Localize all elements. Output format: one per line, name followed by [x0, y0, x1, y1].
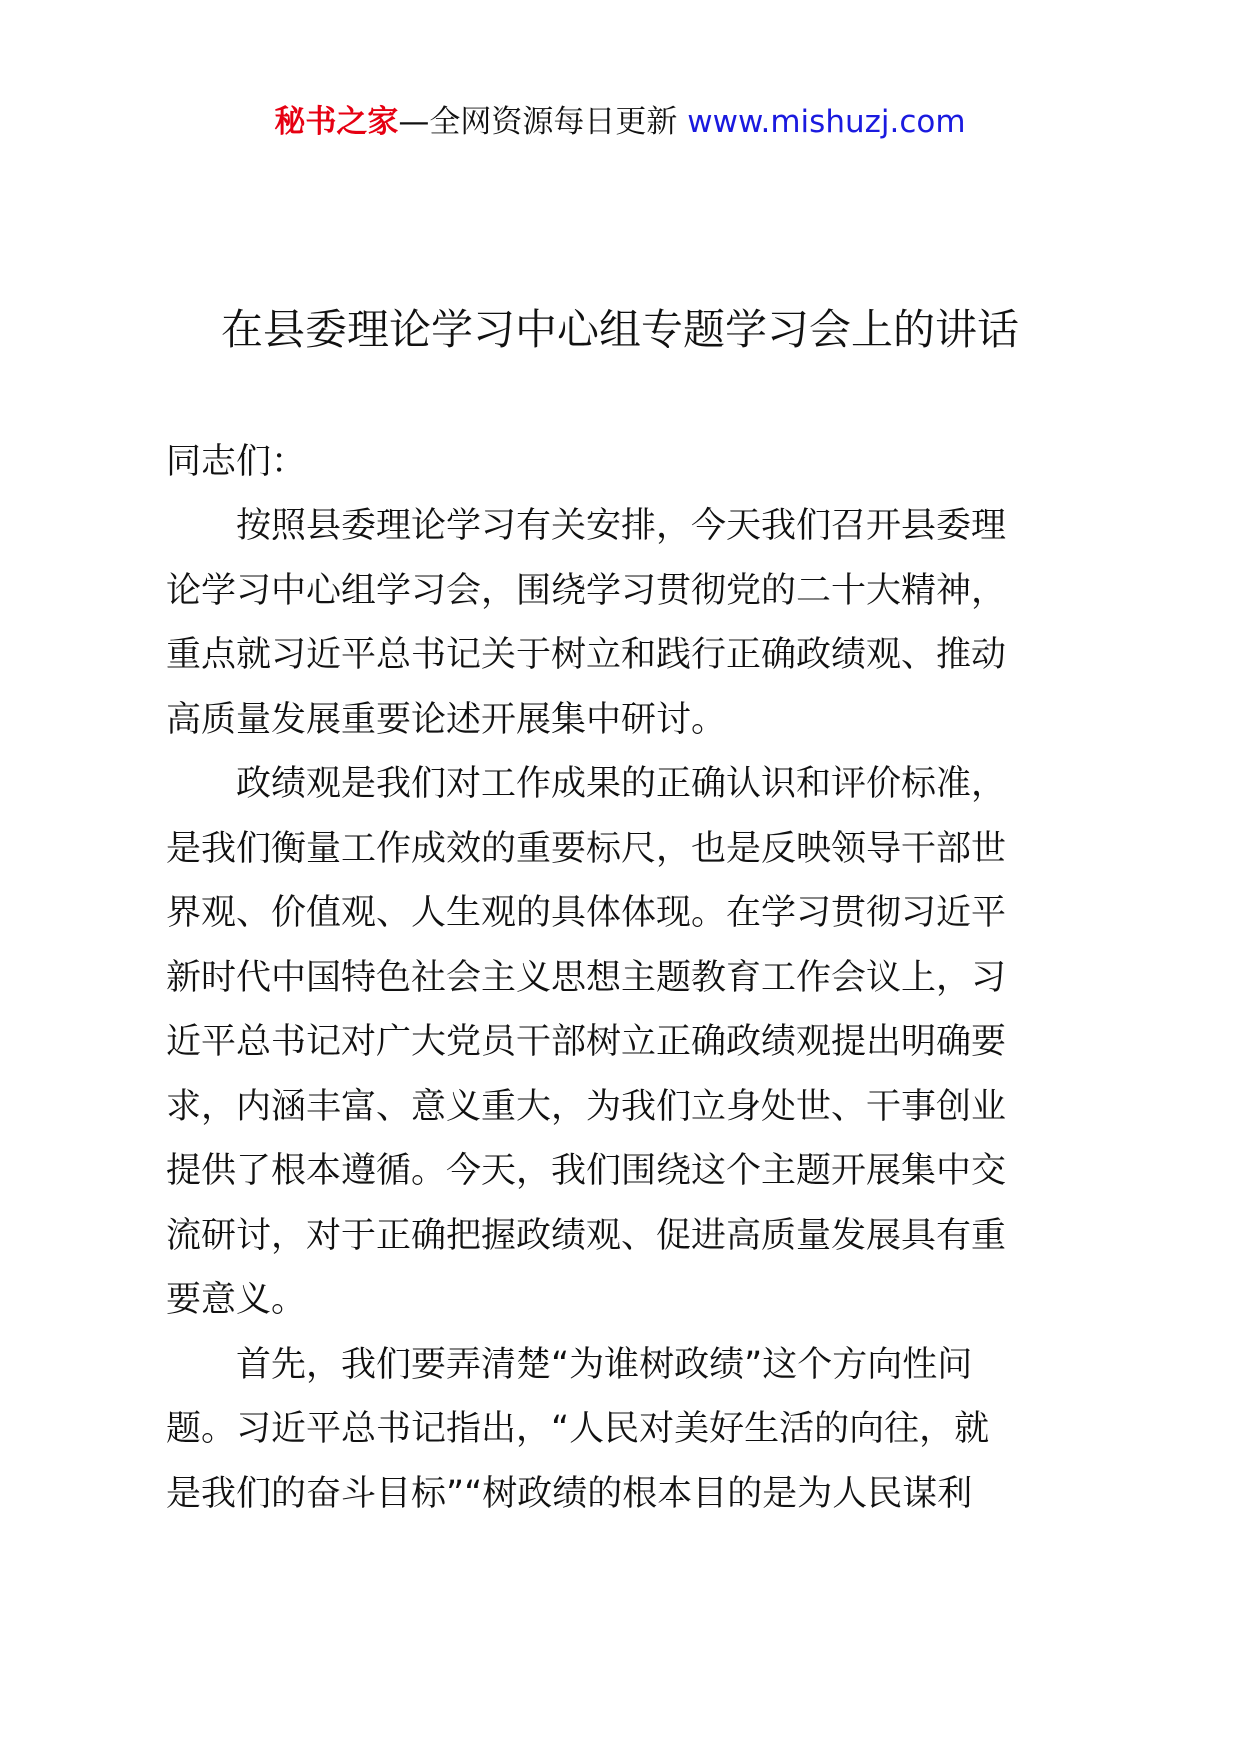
paragraph-line: 流研讨，对于正确把握政绩观、促进高质量发展具有重 — [166, 1215, 1007, 1256]
paragraph-line: 是我们的奋斗目标”“树政绩的根本目的是为人民谋利 — [166, 1473, 973, 1514]
paragraph-line: 是我们衡量工作成效的重要标尺，也是反映领导干部世 — [166, 828, 1007, 869]
paragraph-1 — [166, 494, 1091, 752]
paragraph-line: 新时代中国特色社会主义思想主题教育工作会议上，习 — [166, 957, 1007, 998]
paragraph-2 — [166, 752, 1091, 1333]
paragraph-3 — [166, 1333, 1091, 1527]
paragraph-line: 政绩观是我们对工作成果的正确认识和评价标准， — [166, 764, 1007, 804]
paragraph-line: 要意义。 — [166, 1280, 307, 1320]
document-title: 在县委理论学习中心组专题学习会上的讲话 — [220, 305, 1019, 354]
site-url-link[interactable]: www.mishuzj.com — [687, 104, 966, 140]
site-brand: 秘书之家 — [274, 104, 399, 140]
paragraph-line: 论学习中心组学习会，围绕学习贯彻党的二十大精神， — [166, 570, 1007, 611]
paragraph-line: 提供了根本遵循。今天，我们围绕这个主题开展集中交 — [166, 1151, 1007, 1191]
site-tagline: —全网资源每日更新 — [398, 104, 688, 140]
paragraph-line: 求，内涵丰富、意义重大，为我们立身处世、干事创业 — [166, 1086, 1007, 1127]
salutation: 同志们： — [166, 442, 307, 482]
paragraph-line: 首先，我们要弄清楚“为谁树政绩”这个方向性问 — [166, 1344, 973, 1385]
site-header — [0, 100, 1240, 144]
paragraph-line: 界观、价值观、人生观的具体体现。在学习贯彻习近平 — [166, 893, 1007, 933]
paragraph-line: 高质量发展重要论述开展集中研讨。 — [166, 699, 727, 740]
paragraph-line: 近平总书记对广大党员干部树立正确政绩观提出明确要 — [166, 1022, 1007, 1062]
document-body — [166, 430, 1091, 1526]
paragraph-line: 题。习近平总书记指出，“人民对美好生活的向往，就 — [166, 1409, 990, 1449]
paragraph-line: 按照县委理论学习有关安排，今天我们召开县委理 — [166, 506, 1007, 546]
paragraph-line: 重点就习近平总书记关于树立和践行正确政绩观、推动 — [166, 635, 1007, 675]
